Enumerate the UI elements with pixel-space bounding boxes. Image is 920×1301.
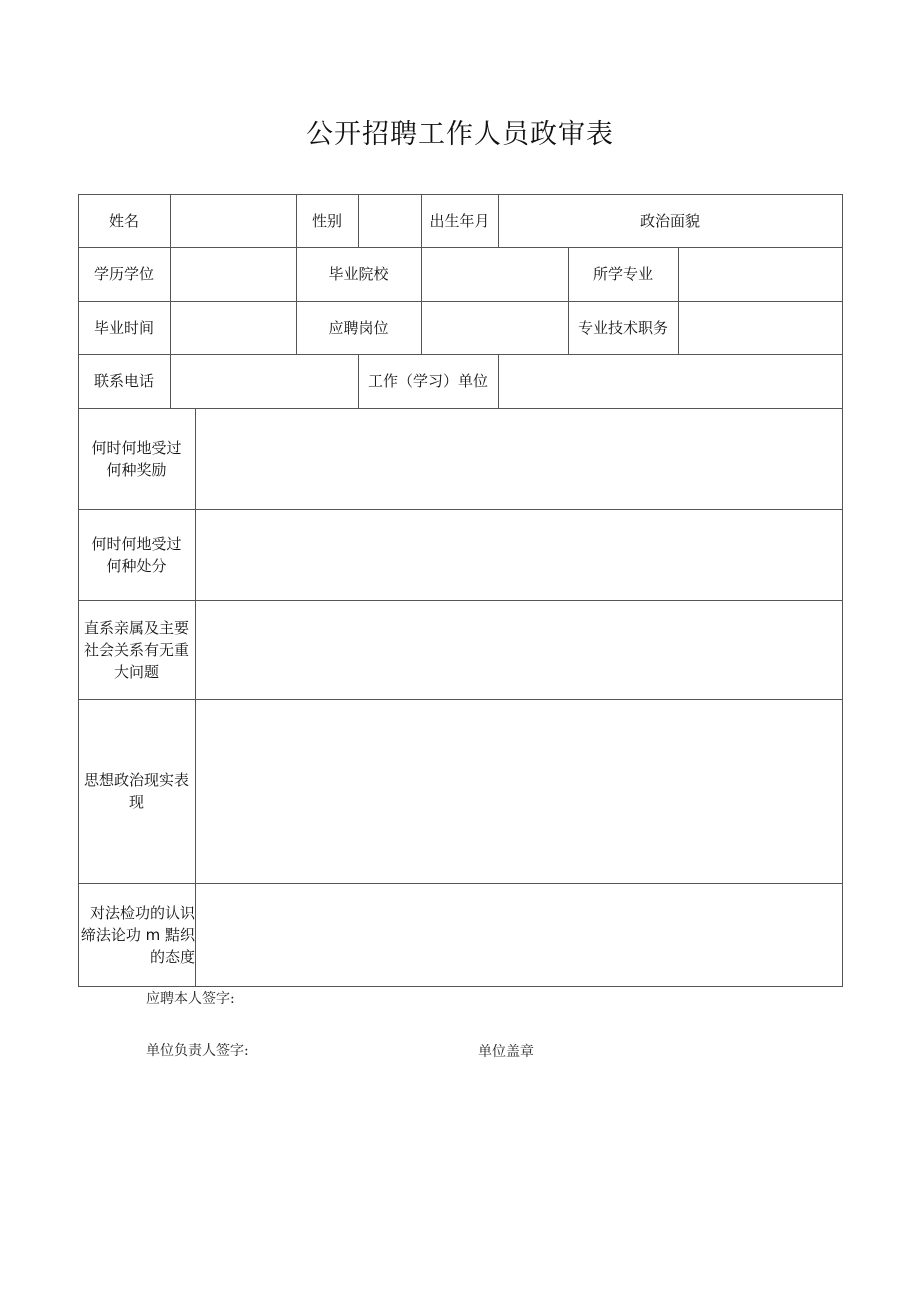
label-graduation-time: 毕业时间 (93, 318, 154, 337)
unit-seal-label: 单位盖章 (478, 1044, 534, 1060)
school-field[interactable] (421, 247, 568, 301)
label-relatives (78, 600, 195, 699)
label-line: 何时何地受过 (91, 534, 182, 553)
unit-leader-signature-label: 单位负责人签字: (146, 1043, 249, 1059)
label-line: 何时何地受过 (91, 438, 182, 457)
label-professional-title: 专业技术职务 (577, 318, 668, 337)
table-border-bottom (78, 986, 843, 987)
label-line: 现 (128, 793, 144, 811)
label-major: 所学专业 (592, 265, 653, 283)
applicant-signature-label: 应聘本人签字: (146, 991, 235, 1007)
label-name: 姓名 (108, 211, 139, 230)
label-line: 何种处分 (106, 556, 167, 575)
label-line: 思想政治现实表 (83, 771, 189, 789)
punishments-field[interactable] (195, 509, 842, 600)
label-awards (78, 408, 195, 509)
label-work-unit: 工作（学习）单位 (367, 372, 488, 390)
professional-title-field[interactable] (678, 301, 842, 354)
applied-position-field[interactable] (421, 301, 568, 354)
label-line: 直系亲属及主要 (83, 618, 189, 637)
table-border-right (842, 194, 843, 987)
label-political-status: 政治面貌 (639, 211, 700, 230)
label-school: 毕业院校 (328, 265, 389, 283)
label-education: 学历学位 (93, 265, 154, 283)
political-performance-field[interactable] (195, 699, 842, 883)
gender-field[interactable] (358, 194, 421, 247)
label-line: 的态度 (149, 947, 195, 966)
attitude-field[interactable] (195, 883, 842, 986)
label-line: 大问题 (113, 662, 159, 681)
label-birth-date: 出生年月 (429, 211, 490, 230)
label-attitude (78, 883, 195, 986)
phone-field[interactable] (170, 354, 358, 408)
label-line: 缔法论功 m 黠织 (80, 925, 195, 944)
label-line: 何种奖励 (106, 460, 167, 479)
label-applied-position: 应聘岗位 (328, 318, 389, 337)
name-field[interactable] (170, 194, 296, 247)
label-line: 社会关系有无重 (83, 640, 189, 659)
label-political-performance (78, 699, 195, 883)
education-field[interactable] (170, 247, 296, 301)
label-gender: 性别 (311, 211, 342, 230)
relatives-field[interactable] (195, 600, 842, 699)
label-line: 对法检功的认识 (89, 903, 195, 922)
page-title: 公开招聘工作人员政审表 (306, 119, 614, 150)
awards-field[interactable] (195, 408, 842, 509)
graduation-time-field[interactable] (170, 301, 296, 354)
label-phone: 联系电话 (93, 372, 154, 390)
major-field[interactable] (678, 247, 842, 301)
label-punishments (78, 509, 195, 600)
work-unit-field[interactable] (498, 354, 842, 408)
